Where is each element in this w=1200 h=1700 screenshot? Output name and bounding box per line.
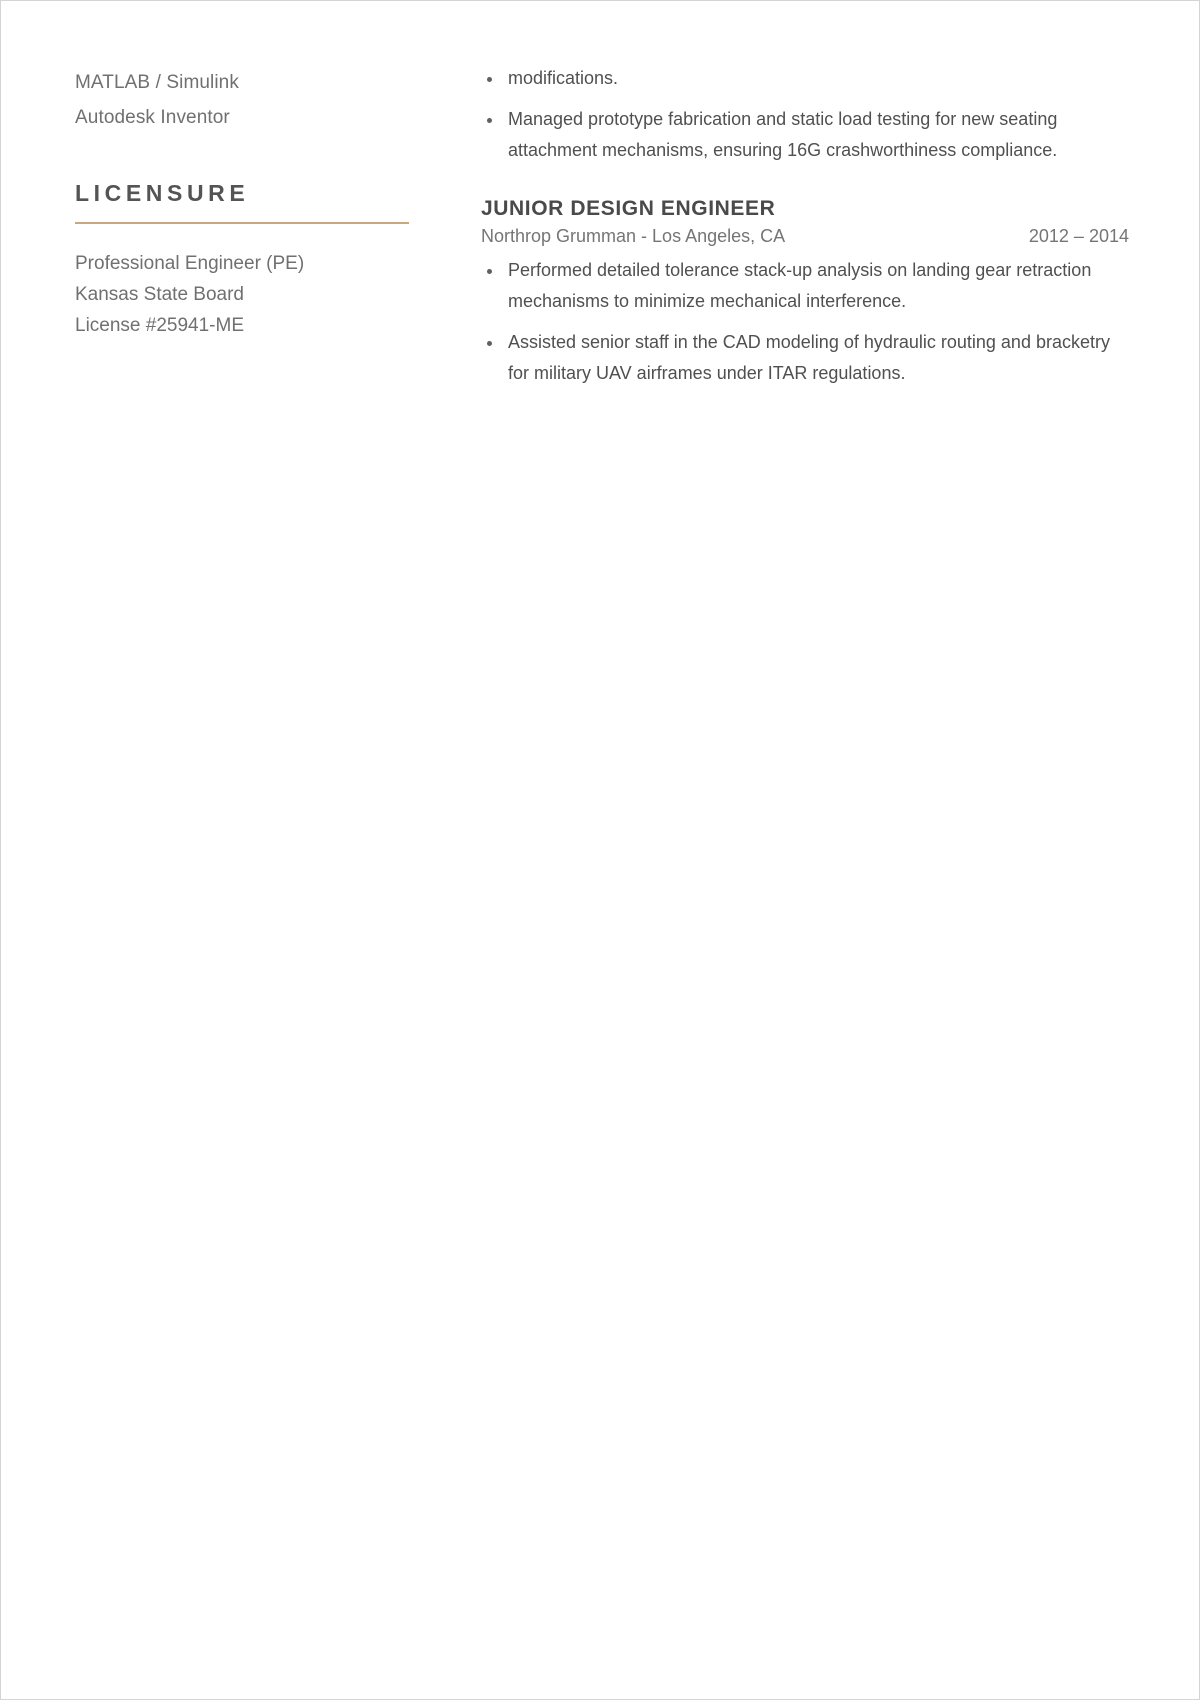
bullet-dot-icon bbox=[487, 269, 492, 274]
bullet-text: Performed detailed tolerance stack-up analysis on landing gear retraction mechanisms to minimize mechanical interference. bbox=[508, 259, 1092, 311]
job-dates: 2012 – 2014 bbox=[1028, 225, 1129, 246]
licensure-item: License #25941-ME bbox=[75, 315, 244, 336]
continued-bullet-list bbox=[481, 63, 1129, 167]
licensure-list bbox=[75, 248, 409, 341]
bullet-text: Managed prototype fabrication and static load testing for new seating attachment mechanisms, ensuring 16G crashworthiness compliance. bbox=[508, 108, 1058, 160]
bullet-dot-icon bbox=[487, 118, 492, 123]
licensure-item: Professional Engineer (PE) bbox=[75, 253, 305, 274]
job-entry bbox=[481, 195, 1129, 390]
bullet-item bbox=[481, 63, 1129, 95]
left-sidebar bbox=[75, 65, 409, 341]
bullet-dot-icon bbox=[487, 341, 492, 346]
job-company: Northrop Grumman - Los Angeles, CA bbox=[481, 225, 786, 246]
bullet-item bbox=[481, 327, 1129, 390]
licensure-divider bbox=[75, 222, 409, 224]
skill-item: MATLAB / Simulink bbox=[75, 72, 239, 93]
bullet-item bbox=[481, 104, 1129, 167]
job-title: JUNIOR DESIGN ENGINEER bbox=[481, 196, 776, 220]
bullet-text: modifications. bbox=[508, 68, 619, 88]
bullet-item bbox=[481, 255, 1129, 318]
job-meta bbox=[481, 223, 1129, 249]
bullet-text: Assisted senior staff in the CAD modeling of hydraulic routing and bracketry for military UAV airframes under ITAR regulations. bbox=[508, 331, 1110, 383]
job-bullet-list bbox=[481, 255, 1129, 390]
licensure-item: Kansas State Board bbox=[75, 284, 244, 305]
bullet-dot-icon bbox=[487, 77, 492, 82]
skills-list bbox=[75, 65, 409, 135]
licensure-heading: LICENSURE bbox=[75, 180, 250, 206]
skill-item: Autodesk Inventor bbox=[75, 107, 230, 128]
experience-column bbox=[481, 63, 1129, 399]
